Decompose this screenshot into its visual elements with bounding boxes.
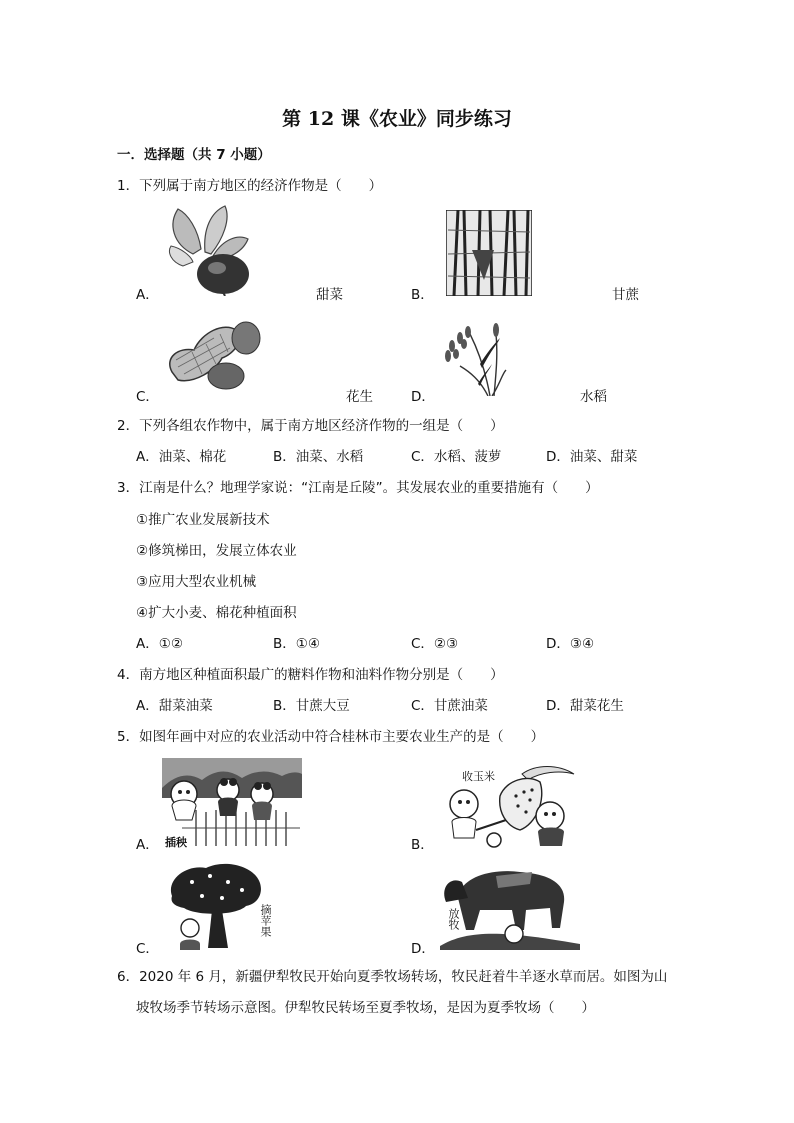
- q3-statement-3: ③应用大型农业机械: [136, 574, 257, 590]
- q1-option-d-letter[interactable]: D．: [411, 389, 435, 405]
- question-2-stem: 2．下列各组农作物中，属于南方地区经济作物的一组是（ ）: [117, 418, 504, 434]
- q1-option-a-label: 甜菜: [316, 287, 343, 303]
- q5-caption-c: 摘苹果: [259, 904, 272, 937]
- q3-option-a[interactable]: A．①②: [136, 636, 183, 652]
- q3-option-b[interactable]: B．①④: [273, 636, 320, 652]
- rice-image: [440, 314, 508, 396]
- q1-option-d-label: 水稻: [580, 389, 607, 405]
- question-5-stem: 5．如图年画中对应的农业活动中符合桂林市主要农业生产的是（ ）: [117, 729, 545, 745]
- corn-harvest-picture: [436, 760, 578, 852]
- q1-option-c-letter[interactable]: C．: [136, 389, 159, 405]
- q3-statement-1: ①推广农业发展新技术: [136, 512, 270, 528]
- sugarcane-image: [446, 210, 532, 296]
- question-6-stem-line-2: 坡牧场季节转场示意图。伊犁牧民转场至夏季牧场，是因为夏季牧场（ ）: [136, 1000, 595, 1016]
- question-6-stem-line-1: 6．2020 年 6 月，新疆伊犁牧民开始向夏季牧场转场，牧民赶着牛羊逐水草而居。如图为山: [117, 969, 668, 985]
- q3-option-c[interactable]: C．②③: [411, 636, 459, 652]
- q5-option-d-letter[interactable]: D．: [411, 941, 435, 957]
- q4-option-a[interactable]: A．甜菜油菜: [136, 698, 213, 714]
- q1-option-b-label: 甘蔗: [612, 287, 639, 303]
- q4-option-b[interactable]: B．甘蔗大豆: [273, 698, 350, 714]
- question-3-stem: 3．江南是什么？地理学家说：“江南是丘陵”。其发展农业的重要措施有（ ）: [117, 480, 599, 496]
- section-heading: 一．选择题（共 7 小题）: [117, 147, 271, 163]
- q5-caption-b: 收玉米: [462, 770, 495, 783]
- q3-statement-2: ②修筑梯田，发展立体农业: [136, 543, 297, 559]
- q1-option-c-label: 花生: [346, 389, 373, 405]
- question-1-stem: 1．下列属于南方地区的经济作物是（ ）: [117, 178, 383, 194]
- q4-option-c[interactable]: C．甘蔗油菜: [411, 698, 488, 714]
- beet-image: [163, 204, 251, 296]
- q4-option-d[interactable]: D．甜菜花生: [546, 698, 624, 714]
- q5-caption-a: 插秧: [165, 836, 187, 849]
- q2-option-a[interactable]: A．油菜、棉花: [136, 449, 227, 465]
- q2-option-c[interactable]: C．水稻、菠萝: [411, 449, 502, 465]
- herding-picture: [440, 858, 580, 950]
- page-title: 第 12 课《农业》同步练习: [282, 108, 512, 130]
- q2-option-b[interactable]: B．油菜、水稻: [273, 449, 364, 465]
- q3-statement-4: ④扩大小麦、棉花种植面积: [136, 605, 297, 621]
- q3-option-d[interactable]: D．③④: [546, 636, 595, 652]
- q1-option-a-letter[interactable]: A．: [136, 287, 159, 303]
- q5-option-a-letter[interactable]: A．: [136, 837, 159, 853]
- peanut-image: [164, 312, 264, 392]
- q5-caption-d: 放牧: [447, 908, 460, 930]
- question-4-stem: 4．南方地区种植面积最广的糖料作物和油料作物分别是（ ）: [117, 667, 504, 683]
- q5-option-c-letter[interactable]: C．: [136, 941, 159, 957]
- apple-picking-picture: [166, 860, 266, 952]
- q2-option-d[interactable]: D．油菜、甜菜: [546, 449, 638, 465]
- q5-option-b-letter[interactable]: B．: [411, 837, 434, 853]
- q1-option-b-letter[interactable]: B．: [411, 287, 434, 303]
